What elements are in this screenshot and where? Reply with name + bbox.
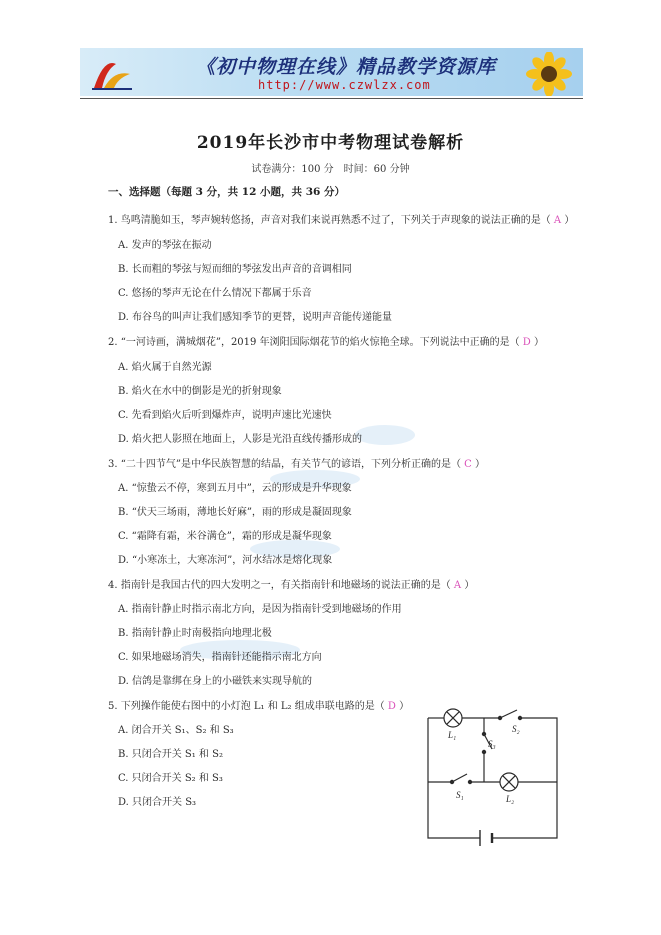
banner-title: 《初中物理在线》精品教学资源库: [196, 56, 497, 78]
question-2-option: C. 先看到焰火后听到爆炸声，说明声速比光速快: [118, 410, 332, 421]
question-4-option: C. 如果地磁场消失，指南针还能指示南北方向: [118, 652, 322, 663]
site-logo-icon: [90, 54, 134, 92]
question-1-option: A. 发声的琴弦在振动: [118, 240, 212, 251]
label-s1: S₁: [456, 790, 464, 800]
circuit-diagram: [420, 700, 565, 848]
site-banner: [80, 48, 583, 96]
label-l2: L₂: [506, 794, 515, 804]
document-title: 2019年长沙市中考物理试卷解析: [196, 133, 465, 153]
question-1-option: B. 长而粗的琴弦与短而细的琴弦发出声音的音调相同: [118, 264, 352, 275]
question-3-option: C. “霜降有霜，米谷满仓”，霜的形成是凝华现象: [118, 531, 332, 542]
answer-mark: A: [550, 215, 565, 226]
question-3-option: D. “小寒冻土，大寒冻河”，河水结冰是熔化现象: [118, 555, 333, 566]
question-5-option: A. 闭合开关 S₁、S₂ 和 S₃: [118, 725, 234, 736]
label-l1: L₁: [448, 730, 457, 740]
scan-smudge: [355, 425, 415, 445]
sunflower-icon: [519, 52, 575, 96]
question-4-option: D. 信鸽是靠绑在身上的小磁铁来实现导航的: [118, 676, 313, 687]
question-5-stem: 5. 下列操作能使右图中的小灯泡 L₁ 和 L₂ 组成串联电路的是（ D ）: [108, 701, 410, 712]
label-s2: S₂: [512, 724, 520, 734]
question-4-option: B. 指南针静止时南极指向地理北极: [118, 628, 272, 639]
answer-mark: C: [460, 459, 475, 470]
question-5-option: C. 只闭合开关 S₂ 和 S₃: [118, 773, 223, 784]
question-1-stem: 1. 鸟鸣清脆如玉，琴声婉转悠扬，声音对我们来说再熟悉不过了，下列关于声现象的说法正确的是（ A ）: [108, 215, 575, 226]
question-2-option: B. 焰火在水中的倒影是光的折射现象: [118, 386, 282, 397]
banner-url[interactable]: http://www.czwlzx.com: [258, 78, 431, 92]
answer-mark: D: [519, 337, 534, 348]
label-s3: S₃: [488, 739, 496, 749]
question-5-option: B. 只闭合开关 S₁ 和 S₂: [118, 749, 223, 760]
header-rule: [80, 98, 583, 99]
question-3-option: B. “伏天三场雨，薄地长好麻”，雨的形成是凝固现象: [118, 507, 352, 518]
question-1-option: C. 悠扬的琴声无论在什么情况下都属于乐音: [118, 288, 312, 299]
question-4-stem: 4. 指南针是我国古代的四大发明之一，有关指南针和地磁场的说法正确的是（ A ）: [108, 580, 475, 591]
exam-meta: 试卷满分：100 分 时间：60 分钟: [251, 164, 410, 175]
question-5-option: D. 只闭合开关 S₃: [118, 797, 197, 808]
question-2-option: A. 焰火属于自然光源: [118, 362, 212, 373]
question-2-stem: 2. “一河诗画，满城烟花”，2019 年浏阳国际烟花节的焰火惊艳全球。下列说法中正确的是（ D ）: [108, 337, 544, 348]
section-heading: 一、选择题（每题 3 分，共 12 小题，共 36 分）: [108, 186, 345, 198]
answer-mark: A: [450, 580, 465, 591]
question-1-option: D. 布谷鸟的叫声让我们感知季节的更替，说明声音能传递能量: [118, 312, 393, 323]
question-4-option: A. 指南针静止时指示南北方向，是因为指南针受到地磁场的作用: [118, 604, 402, 615]
question-3-stem: 3. “二十四节气”是中华民族智慧的结晶，有关节气的谚语，下列分析正确的是（ C ）: [108, 459, 485, 470]
question-3-option: A. “惊蛰云不停，寒到五月中”，云的形成是升华现象: [118, 483, 352, 494]
answer-mark: D: [384, 701, 400, 712]
question-2-option: D. 焰火把人影照在地面上，人影是光沿直线传播形成的: [118, 434, 363, 445]
